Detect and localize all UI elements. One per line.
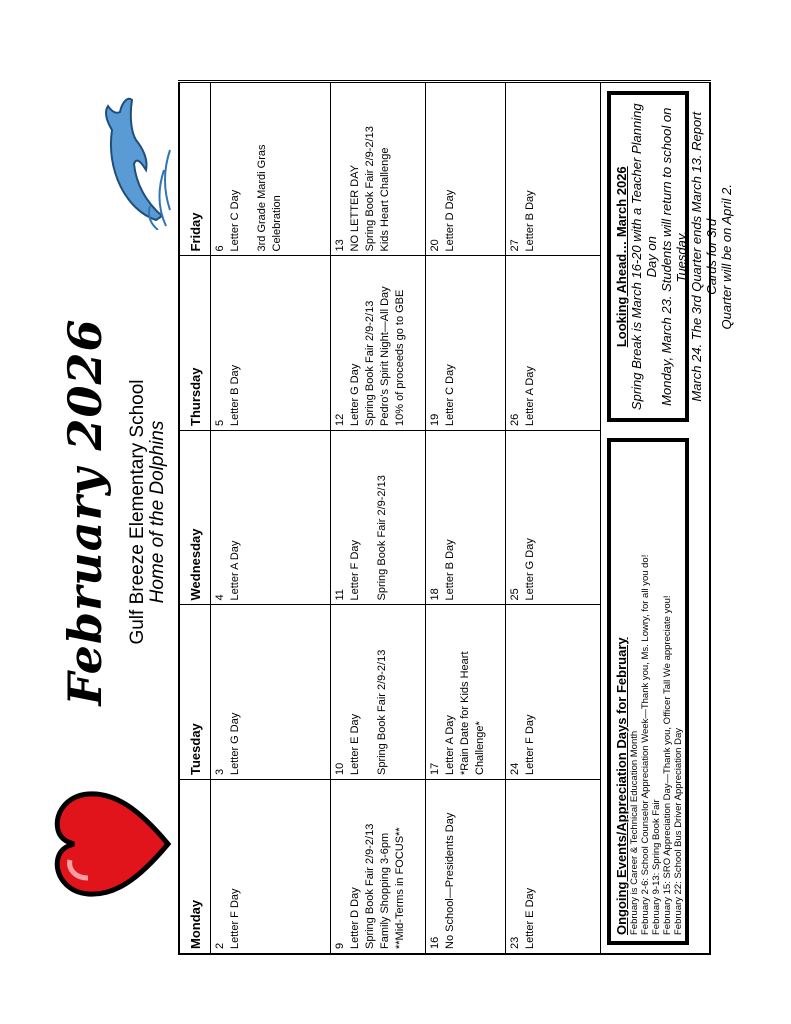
event-text xyxy=(363,610,375,776)
weekday-header-friday: Friday xyxy=(179,82,211,257)
ongoing-events-box xyxy=(607,439,689,946)
event-text: *Rain Date for Kids Heart xyxy=(459,651,471,775)
date-number: 12 xyxy=(334,413,346,426)
day-cell xyxy=(331,605,426,780)
date-number: 23 xyxy=(509,936,521,949)
ongoing-event-line: February 22: School Bus Driver Appreciation Day xyxy=(673,728,684,935)
event-text: Letter G Day xyxy=(349,363,361,426)
event-text: Challenge* xyxy=(474,721,486,775)
event-text: Pedro's Spirit Night—All Day xyxy=(379,286,391,426)
day-cell xyxy=(331,780,426,955)
weekday-header-monday: Monday xyxy=(179,780,211,955)
event-text: Spring Book Fair 2/9-2/13 xyxy=(364,823,376,949)
ongoing-event-line: February 9-13: Spring Book Fair xyxy=(651,799,662,935)
school-name: Gulf Breeze Elementary School xyxy=(127,379,148,645)
date-number: 3 xyxy=(214,768,226,775)
day-cell xyxy=(426,780,506,955)
day-cell xyxy=(211,256,331,431)
event-text xyxy=(243,87,255,252)
date-number: 17 xyxy=(429,762,441,775)
calendar-table xyxy=(178,80,734,955)
looking-ahead-line: Spring Break is March 16-20 with a Teacher Planning Day on xyxy=(629,103,659,411)
looking-ahead-line: Monday, March 23. Students will return to school on Tuesday, xyxy=(659,107,689,406)
looking-ahead-title: Looking Ahead… March 2026 xyxy=(614,166,629,348)
looking-ahead-line: March 24. The 3rd Quarter ends March 13. Report Cards for 3rd xyxy=(689,111,719,402)
date-number: 19 xyxy=(429,413,441,426)
date-number: 9 xyxy=(334,942,346,949)
event-text: Letter G Day xyxy=(524,538,536,601)
event-text: Spring Book Fair 2/9-2/13 xyxy=(376,649,388,775)
week-row xyxy=(506,82,601,955)
ongoing-events-title: Ongoing Events/Appreciation Days for February xyxy=(614,637,629,935)
event-text: Letter E Day xyxy=(524,887,536,949)
page-title: February 2026 xyxy=(58,318,112,706)
ongoing-event-line: February 15: SRO Appreciation Day—Thank you, Officer Tall We appreciate you! xyxy=(662,595,673,935)
event-text: Letter E Day xyxy=(349,713,361,775)
event-text: Letter C Day xyxy=(444,364,456,426)
date-number: 10 xyxy=(334,762,346,775)
day-cell xyxy=(506,431,601,606)
event-text: 3rd Grade Mardi Gras xyxy=(256,144,268,252)
day-cell xyxy=(426,82,506,257)
day-cell xyxy=(506,256,601,431)
event-text: **Mid-Terms in FOCUS** xyxy=(394,827,406,949)
day-cell xyxy=(426,431,506,606)
date-number: 6 xyxy=(214,245,226,252)
event-text xyxy=(363,435,375,601)
event-text: Spring Book Fair 2/9-2/13 xyxy=(364,126,376,252)
day-cell xyxy=(331,82,426,257)
date-number: 2 xyxy=(214,942,226,949)
date-number: 27 xyxy=(509,239,521,252)
date-number: 11 xyxy=(334,589,346,601)
event-text: Letter A Day xyxy=(444,715,456,775)
day-cell xyxy=(331,431,426,606)
date-number: 13 xyxy=(334,239,346,252)
date-number: 4 xyxy=(214,594,226,601)
event-text: Letter D Day xyxy=(444,189,456,252)
event-text: 10% of proceeds go to GBE xyxy=(394,289,406,426)
weekday-header-thursday: Thursday xyxy=(179,256,211,431)
event-text: Spring Book Fair 2/9-2/13 xyxy=(376,475,388,601)
week-row xyxy=(331,82,426,955)
event-text: Letter B Day xyxy=(444,539,456,601)
weekday-header-tuesday: Tuesday xyxy=(179,605,211,780)
event-text: Letter G Day xyxy=(229,712,241,775)
event-text: Kids Heart Challenge xyxy=(379,147,391,252)
event-text: Letter F Day xyxy=(349,539,361,601)
event-text: Letter F Day xyxy=(524,714,536,775)
school-motto: Home of the Dolphins xyxy=(147,420,168,604)
day-cell xyxy=(426,256,506,431)
event-text: Letter D Day xyxy=(349,887,361,949)
day-cell xyxy=(506,780,601,955)
notes-row xyxy=(601,82,711,955)
day-cell xyxy=(506,605,601,780)
looking-ahead-box xyxy=(607,91,734,423)
ongoing-event-line: February is Career & Technical Education Month xyxy=(629,730,640,935)
event-text: Letter A Day xyxy=(524,366,536,426)
date-number: 20 xyxy=(429,239,441,252)
weekday-header-wednesday: Wednesday xyxy=(179,431,211,606)
day-cell xyxy=(211,605,331,780)
event-text: Letter F Day xyxy=(229,888,241,949)
event-text: Letter A Day xyxy=(229,540,241,601)
day-cell xyxy=(506,82,601,257)
date-number: 5 xyxy=(214,419,226,426)
event-text: NO LETTER DAY xyxy=(349,164,361,252)
event-text: Spring Book Fair 2/9-2/13 xyxy=(364,300,376,426)
event-text: Celebration xyxy=(271,195,283,252)
event-text: No School—Presidents Day xyxy=(444,812,456,949)
event-text: Letter C Day xyxy=(229,189,241,252)
event-text: Letter B Day xyxy=(524,190,536,252)
date-number: 24 xyxy=(509,762,521,775)
date-number: 18 xyxy=(429,588,441,601)
ongoing-event-line: February 2-6: School Counselor Appreciation Week—Thank you, Ms. Lowry, for all you do! xyxy=(640,554,651,935)
date-number: 26 xyxy=(509,413,521,426)
event-text: Letter B Day xyxy=(229,364,241,426)
day-cell xyxy=(211,431,331,606)
day-cell xyxy=(426,605,506,780)
event-text: Family Shopping 3-6pm xyxy=(379,832,391,949)
looking-ahead-line: Quarter will be on April 2. xyxy=(719,184,734,330)
date-number: 25 xyxy=(509,588,521,601)
day-cell xyxy=(211,82,331,257)
weekday-header-row xyxy=(179,82,211,955)
day-cell xyxy=(211,780,331,955)
day-cell xyxy=(331,256,426,431)
date-number: 16 xyxy=(429,936,441,949)
week-row xyxy=(426,82,506,955)
week-row xyxy=(211,82,331,955)
